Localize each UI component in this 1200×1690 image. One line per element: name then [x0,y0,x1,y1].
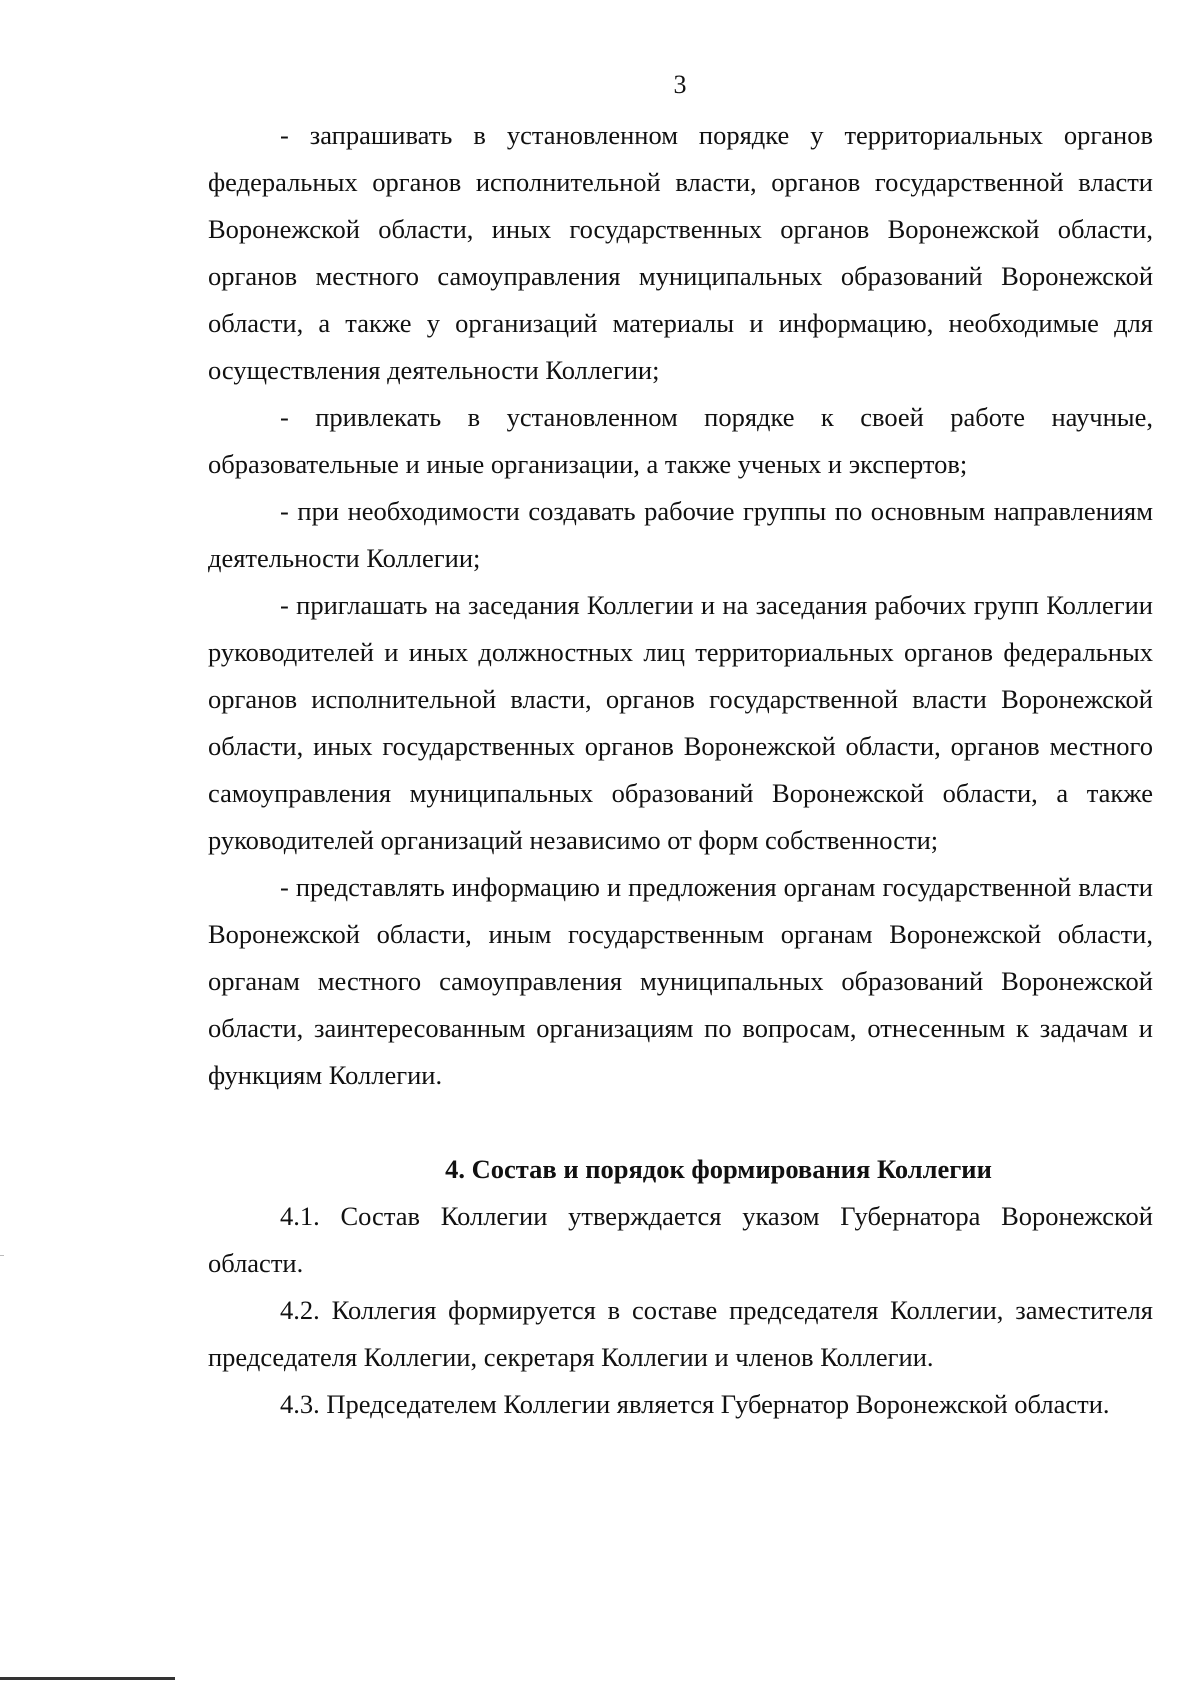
paragraph-invite-officials: - приглашать на заседания Коллегии и на заседания рабочих групп Коллегии руководителей и иных должностных лиц территориальных органов федеральных органов исполнительной власти, органов государственной власти Воронежской области, иных государственных органов Воронежской области, органов местного самоуправления муниципальных образований Воронежской области, а также руководителей организаций независимо от форм собственности; [208,590,1153,855]
paragraph-submit-proposals: - представлять информацию и предложения органам государственной власти Воронежской области, иным государственным органам Воронежской области, органам местного самоуправления муниципальных образований Воронежской области, заинтересованным организациям по вопросам, отнесенным к задачам и функциям Коллегии. [208,872,1153,1090]
paragraph-engage-organizations: - привлекать в установленном порядке к своей работе научные, образовательные и иные организации, а также ученых и экспертов; [208,402,1153,479]
document-body [208,112,1153,1428]
page-number: 3 [673,70,687,99]
footnote-rule [0,1677,175,1680]
section-heading: 4. Состав и порядок формирования Коллегии [445,1154,992,1184]
section-item-4-1: 4.1. Состав Коллегии утверждается указом Губернатора Воронежской области. [208,1201,1153,1278]
section-item-4-2: 4.2. Коллегия формируется в составе председателя Коллегии, заместителя председателя Коллегии, секретаря Коллегии и членов Коллегии. [208,1295,1153,1372]
paragraph-request-materials: - запрашивать в установленном порядке у территориальных органов федеральных органов исполнительной власти, органов государственной власти Воронежской области, иных государственных органов Воронежской области, органов местного самоуправления муниципальных образований Воронежской области, а также у организаций материалы и информацию, необходимые для осуществления деятельности Коллегии; [208,120,1153,385]
margin-tick-mark [0,1255,4,1256]
section-item-4-3: 4.3. Председателем Коллегии является Губернатор Воронежской области. [280,1389,1110,1419]
paragraph-create-working-groups: - при необходимости создавать рабочие группы по основным направлениям деятельности Коллегии; [208,496,1153,573]
